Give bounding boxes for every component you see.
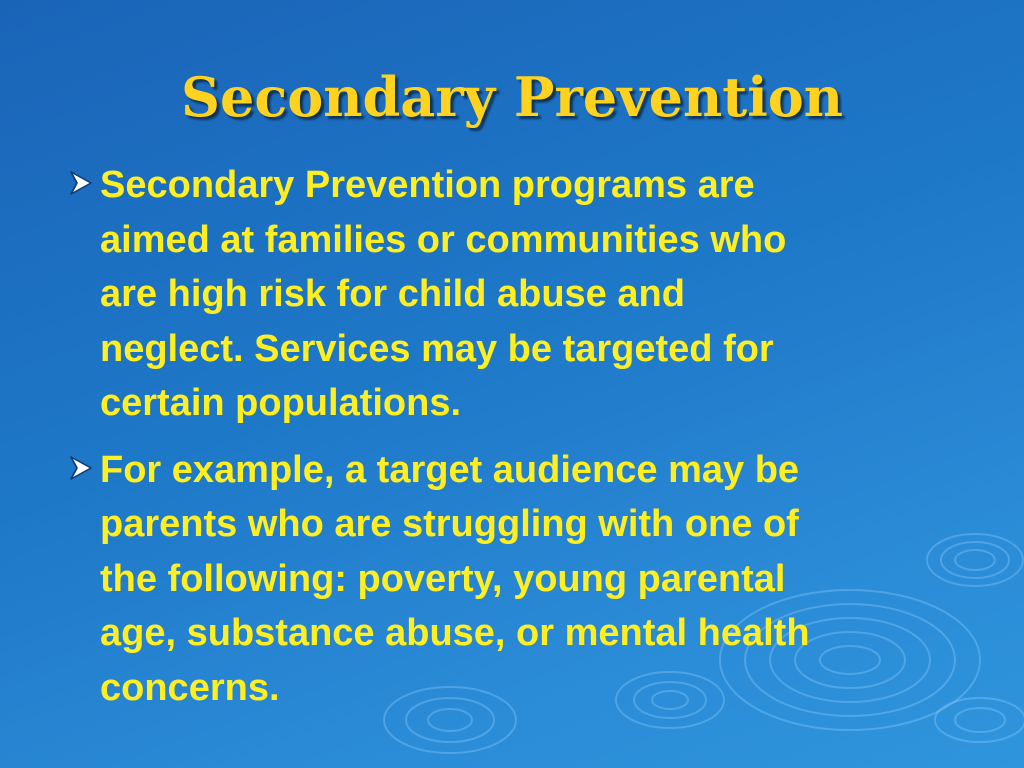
bullet-text: Secondary Prevention programs are aimed at families or communities who are high risk for child abuse and neglect. Services may be targeted for certain populations. [100, 164, 787, 424]
bullet-item [60, 443, 960, 716]
bullet-list [60, 158, 960, 727]
bullet-text: For example, a target audience may be parents who are struggling with one of the following: poverty, young parental age, substance abuse, or mental health concerns. [100, 448, 810, 709]
arrowhead-bullet-icon [60, 443, 100, 497]
bullet-item [60, 158, 960, 431]
slide-title: Secondary Prevention [180, 65, 844, 129]
arrowhead-bullet-icon [60, 158, 100, 212]
